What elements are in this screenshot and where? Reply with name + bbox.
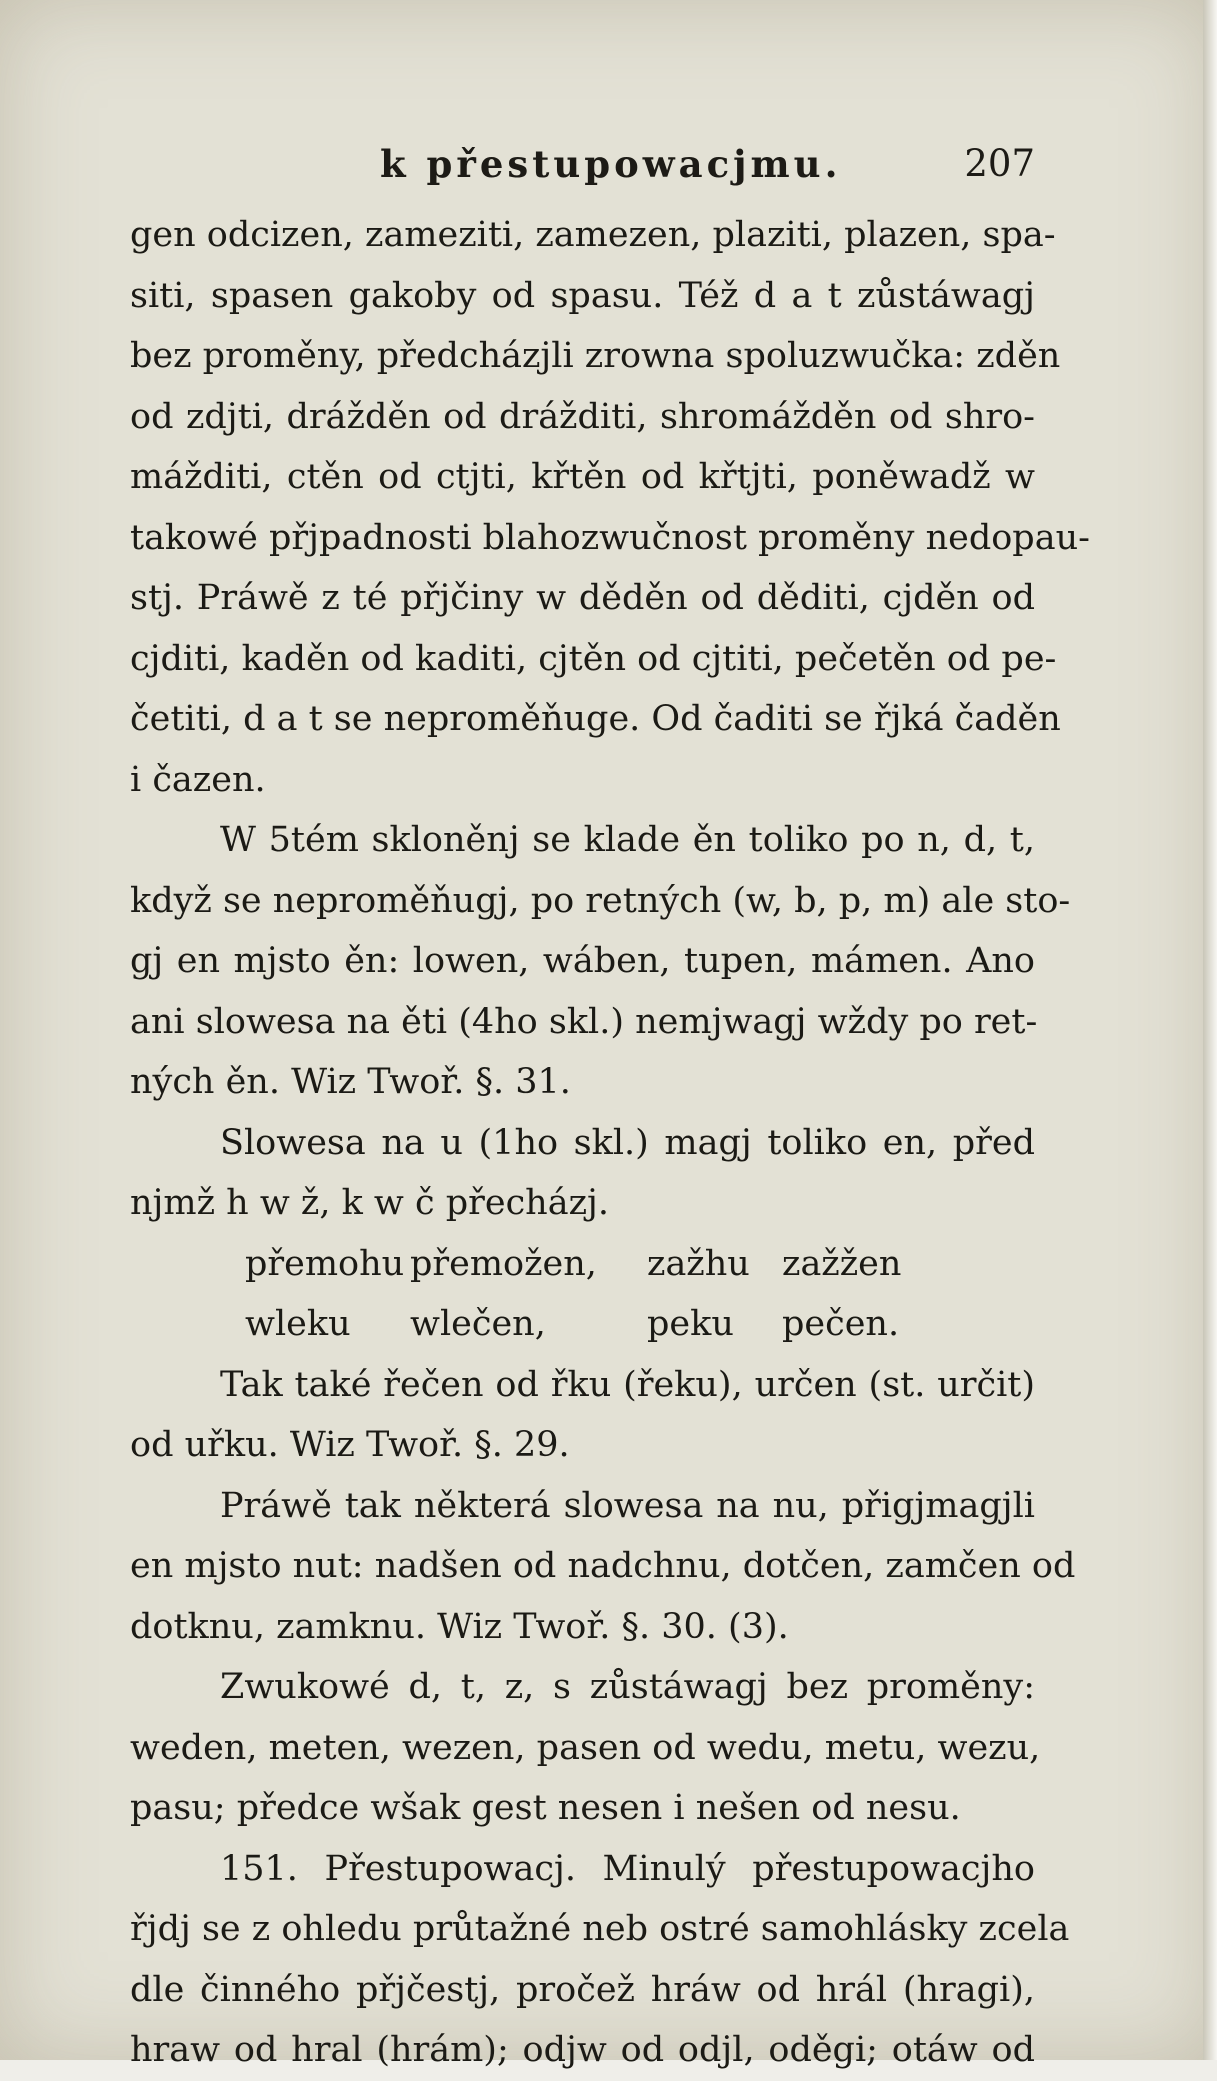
text-line: takowé přjpadnosti blahozwučnost proměny nedopau- xyxy=(130,517,1090,558)
text-line: njmž h w ž, k w č přecházj. xyxy=(130,1183,610,1223)
example-word: přemožen, xyxy=(410,1243,597,1284)
example-row xyxy=(130,1294,1035,1355)
example-word: wleku xyxy=(245,1304,351,1344)
text-line: dotknu, zamknu. Wiz Twoř. §. 30. (3). xyxy=(130,1606,789,1647)
text-line: když se neproměňugj, po retných (w, b, p, m) ale sto- xyxy=(130,880,1071,921)
text-line: W 5tém skloněnj se klade ěn toliko po n, d, t, xyxy=(220,820,1035,860)
text-line: ani slowesa na ěti (4ho skl.) nemjwagj wždy po ret- xyxy=(130,1001,1038,1042)
example-row xyxy=(130,1234,1035,1295)
page-header xyxy=(130,142,1035,190)
text-line: bez proměny, předcházjli zrowna spoluzwučka: zděn xyxy=(130,336,1061,376)
text-line: siti, spasen gakoby od spasu. Též d a t zůstáwagj xyxy=(130,275,1035,316)
text-line: Tak také řečen od řku (řeku), určen (st. určit) xyxy=(220,1364,1035,1405)
text-line: mážditi, ctěn od ctjti, křtěn od křtjti, poněwadž w xyxy=(130,457,1035,497)
running-title: k přestupowacjmu. xyxy=(380,142,842,186)
text-line: i čazen. xyxy=(130,759,266,800)
example-word: zažhu xyxy=(647,1243,750,1284)
text-line: en mjsto nut: nadšen od nadchnu, dotčen, zamčen od xyxy=(130,1546,1076,1586)
text-line: hraw od hral (hrám); odjw od odjl, oděgi; otáw od xyxy=(130,2030,1035,2070)
text-line: Zwukowé d, t, z, s zůstáwagj bez proměny: xyxy=(220,1667,1035,1707)
text-line: od uřku. Wiz Twoř. §. 29. xyxy=(130,1425,570,1465)
text-line: od zdjti, drážděn od drážditi, shromážděn od shro- xyxy=(130,396,1035,437)
example-word: peku xyxy=(647,1304,734,1344)
example-word: zažžen xyxy=(782,1243,902,1284)
text-line: dle činného přjčestj, pročež hráw od hrál (hragi), xyxy=(130,1969,1035,2010)
text-line: četiti, d a t se neproměňuge. Od čaditi se řjká čaděn xyxy=(130,699,1061,739)
text-line: řjdj se z ohledu průtažné neb ostré samohlásky zcela xyxy=(130,1909,1070,1949)
text-line: gj en mjsto ěn: lowen, wáben, tupen, mámen. Ano xyxy=(130,941,1035,981)
text-line: weden, meten, wezen, pasen od wedu, metu, wezu, xyxy=(130,1727,1041,1768)
text-line: gen odcizen, zameziti, zamezen, plaziti, plazen, spa- xyxy=(130,215,1056,255)
example-word: wlečen, xyxy=(410,1304,546,1344)
page-edge xyxy=(1203,0,1217,2060)
text-line: Práwě tak některá slowesa na nu, přigjmagjli xyxy=(220,1485,1035,1526)
text-line: ných ěn. Wiz Twoř. §. 31. xyxy=(130,1062,571,1102)
text-line: 151. Přestupowacj. Minulý přestupowacjho xyxy=(220,1848,1035,1889)
example-word: přemohu xyxy=(245,1243,405,1284)
body-text xyxy=(130,205,1090,2081)
text-line: cjditi, kaděn od kaditi, cjtěn od cjtiti, pečetěn od pe- xyxy=(130,638,1057,679)
text-line: Slowesa na u (1ho skl.) magj toliko en, před xyxy=(220,1122,1035,1163)
text-line: stj. Práwě z té přjčiny w děděn od děditi, cjděn od xyxy=(130,578,1035,618)
example-word: pečen. xyxy=(782,1304,900,1344)
page-number: 207 xyxy=(964,142,1035,185)
text-line: pasu; předce wšak gest nesen i nešen od nesu. xyxy=(130,1788,961,1828)
